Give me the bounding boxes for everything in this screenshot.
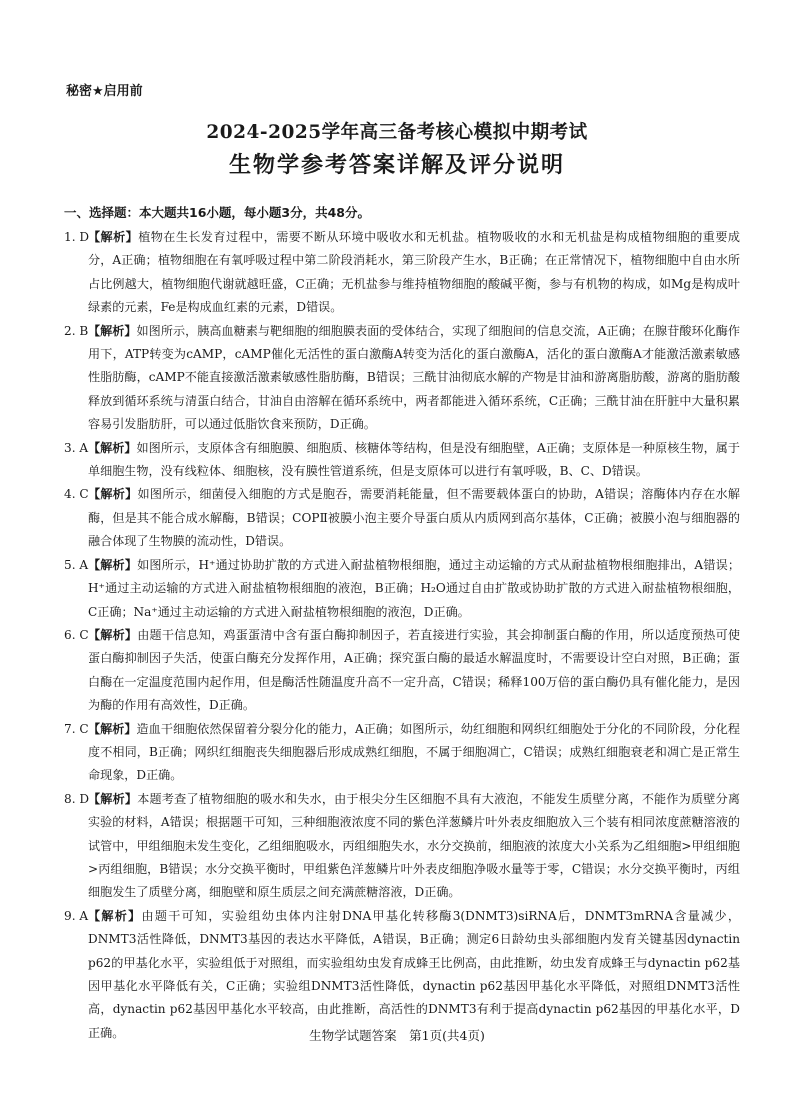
answer-item-2 (64, 320, 740, 437)
answer-number: 4. C (64, 487, 89, 502)
answer-text: 如图所示，H⁺通过协助扩散的方式进入耐盐植物根细胞，通过主动运输的方式从耐盐植物根细胞排出，A错误；H⁺通过主动运输的方式进入耐盐植物根细胞的液泡，B正确；H₂O通过自由扩散或协助扩散的方式进入耐盐植物根细胞，C正确；Na⁺通过主动运输的方式进入耐盐植物根细胞的液泡，D正确。 (88, 557, 740, 619)
page-footer: 生物学试题答案 第1页(共4页) (309, 1028, 485, 1043)
answer-number: 7. C (64, 721, 89, 736)
analysis-tag: 【解析】 (88, 627, 138, 642)
answer-text: 如图所示，细菌侵入细胞的方式是胞吞，需要消耗能量，但不需要载体蛋白的协助，A错误；溶酶体内存在水解酶，但是其不能合成水解酶，B错误；COPⅡ被膜小泡主要介导蛋白质从内质网到高尔基体，C正确；被膜小泡与细胞器的融合体现了生物膜的流动性，D错误。 (88, 487, 740, 549)
answer-item-3 (64, 437, 740, 484)
section-heading: 一、选择题：本大题共16小题，每小题3分，共48分。 (64, 205, 370, 220)
answer-item-1 (64, 226, 740, 320)
analysis-tag: 【解析】 (88, 791, 138, 806)
answer-text: 植物在生长发育过程中，需要不断从环境中吸收水和无机盐。植物吸收的水和无机盐是构成植物细胞的重要成分，A正确；植物细胞在有氧呼吸过程中第二阶段消耗水，第三阶段产生水，B正确；在正常情况下，植物细胞中自由水所占比例越大，植物细胞代谢就越旺盛，C正确；无机盐参与维持植物细胞的酸碱平衡，参与有机物的构成，如Mg是构成叶绿素的元素，Fe是构成血红素的元素，D错误。 (88, 230, 740, 315)
answer-number: 8. D (64, 791, 90, 806)
answer-item-4 (64, 483, 740, 553)
analysis-tag: 【解析】 (88, 323, 137, 338)
answer-text: 本题考查了植物细胞的吸水和失水，由于根尖分生区细胞不具有大液泡，不能发生质壁分离，不能作为质壁分离实验的材料，A错误；根据题干可知，三种细胞液浓度不同的紫色洋葱鳞片叶外表皮细胞放入三个装有相同浓度蔗糖溶液的试管中，甲组细胞未发生变化，乙组细胞吸水，丙组细胞失水，水分交换前，细胞液的浓度大小关系为乙组细胞>甲组细胞>丙组细胞，B错误；水分交换平衡时，甲组紫色洋葱鳞片叶外表皮细胞净吸水量等于零，C错误；水分交换平衡时，丙组细胞发生了质壁分离，细胞壁和原生质层之间充满蔗糖溶液，D正确。 (88, 791, 740, 900)
answer-text: 如图所示，胰高血糖素与靶细胞的细胞膜表面的受体结合，实现了细胞间的信息交流，A正确；在腺苷酸环化酶作用下，ATP转变为cAMP，cAMP催化无活性的蛋白激酶A转变为活化的蛋白激酶A，活化的蛋白激酶A才能激活激素敏感性脂肪酶，cAMP不能直接激活激素敏感性脂肪酶，B错误；三酰甘油彻底水解的产物是甘油和游离脂肪酸，游离的脂肪酸释放到循环系统与清蛋白结合，甘油自由溶解在循环系统中，两者都能进入循环系统，C正确；三酰甘油在肝脏中大量积累容易引发脂肪肝，可以通过低脂饮食来预防，D正确。 (88, 323, 740, 432)
exam-title: 2024-2025学年高三备考核心模拟中期考试 (206, 122, 588, 143)
answer-list (64, 226, 740, 1045)
answer-item-6 (64, 624, 740, 718)
answer-text: 如图所示，支原体含有细胞膜、细胞质、核糖体等结构，但是没有细胞壁，A正确；支原体是一种原核生物，属于单细胞生物，没有线粒体、细胞核，没有膜性管道系统，但是支原体可以进行有氧呼吸，B、C、D错误。 (88, 440, 740, 479)
confidential-label: 秘密★启用前 (66, 84, 143, 99)
answer-number: 5. A (64, 557, 89, 572)
answer-number: 9. A (64, 908, 89, 923)
analysis-tag: 【解析】 (88, 487, 138, 502)
answer-text: 造血干细胞依然保留着分裂分化的能力，A正确；如图所示，幼红细胞和网织红细胞处于分化的不同阶段，分化程度不相同，B正确；网织红细胞丧失细胞器后形成成熟红细胞，不属于细胞凋亡，C错误；成熟红细胞衰老和凋亡是正常生命现象，D正确。 (88, 721, 740, 783)
answer-number: 3. A (64, 440, 89, 455)
answer-text: 由题干可知，实验组幼虫体内注射DNA甲基化转移酶3(DNMT3)siRNA后，DNMT3mRNA含量减少，DNMT3活性降低，DNMT3基因的表达水平降低，A错误，B正确；测定6日龄幼虫头部细胞内发育关键基因dynactin p62的甲基化水平，实验组低于对照组，而实验组幼虫发育成蜂王比例高，由此推断，幼虫发育成蜂王与dynactin p62基因甲基化水平降低有关，C正确；实验组DNMT3活性降低，dynactin p62基因甲基化水平降低，对照组DNMT3活性高，dynactin p62基因甲基化水平较高，由此推断，高活性的DNMT3有利于提高dynactin p62基因的甲基化水平，D正确。 (88, 908, 740, 1040)
analysis-tag: 【解析】 (88, 230, 139, 244)
answer-item-9 (64, 905, 740, 1045)
analysis-tag: 【解析】 (88, 557, 138, 572)
answer-number: 6. C (64, 627, 89, 642)
answer-text: 由题干信息知，鸡蛋蛋清中含有蛋白酶抑制因子，若直接进行实验，其会抑制蛋白酶的作用，所以适度预热可使蛋白酶抑制因子失活，使蛋白酶充分发挥作用，A正确；探究蛋白酶的最适水解温度时，不需要设计空白对照，B正确；蛋白酶在一定温度范围内起作用，但是酶活性随温度升高不一定升高，C错误；稀释100万倍的蛋白酶仍具有催化能力，是因为酶的作用有高效性，D正确。 (88, 627, 740, 713)
answer-item-7 (64, 718, 740, 788)
answer-number: 2. B (64, 323, 89, 338)
analysis-tag: 【解析】 (88, 908, 142, 923)
analysis-tag: 【解析】 (88, 440, 137, 455)
analysis-tag: 【解析】 (88, 721, 137, 736)
document-title: 生物学参考答案详解及评分说明 (228, 153, 565, 178)
answer-item-5 (64, 554, 740, 624)
answer-number: 1. D (64, 230, 90, 244)
answer-item-8 (64, 788, 740, 905)
